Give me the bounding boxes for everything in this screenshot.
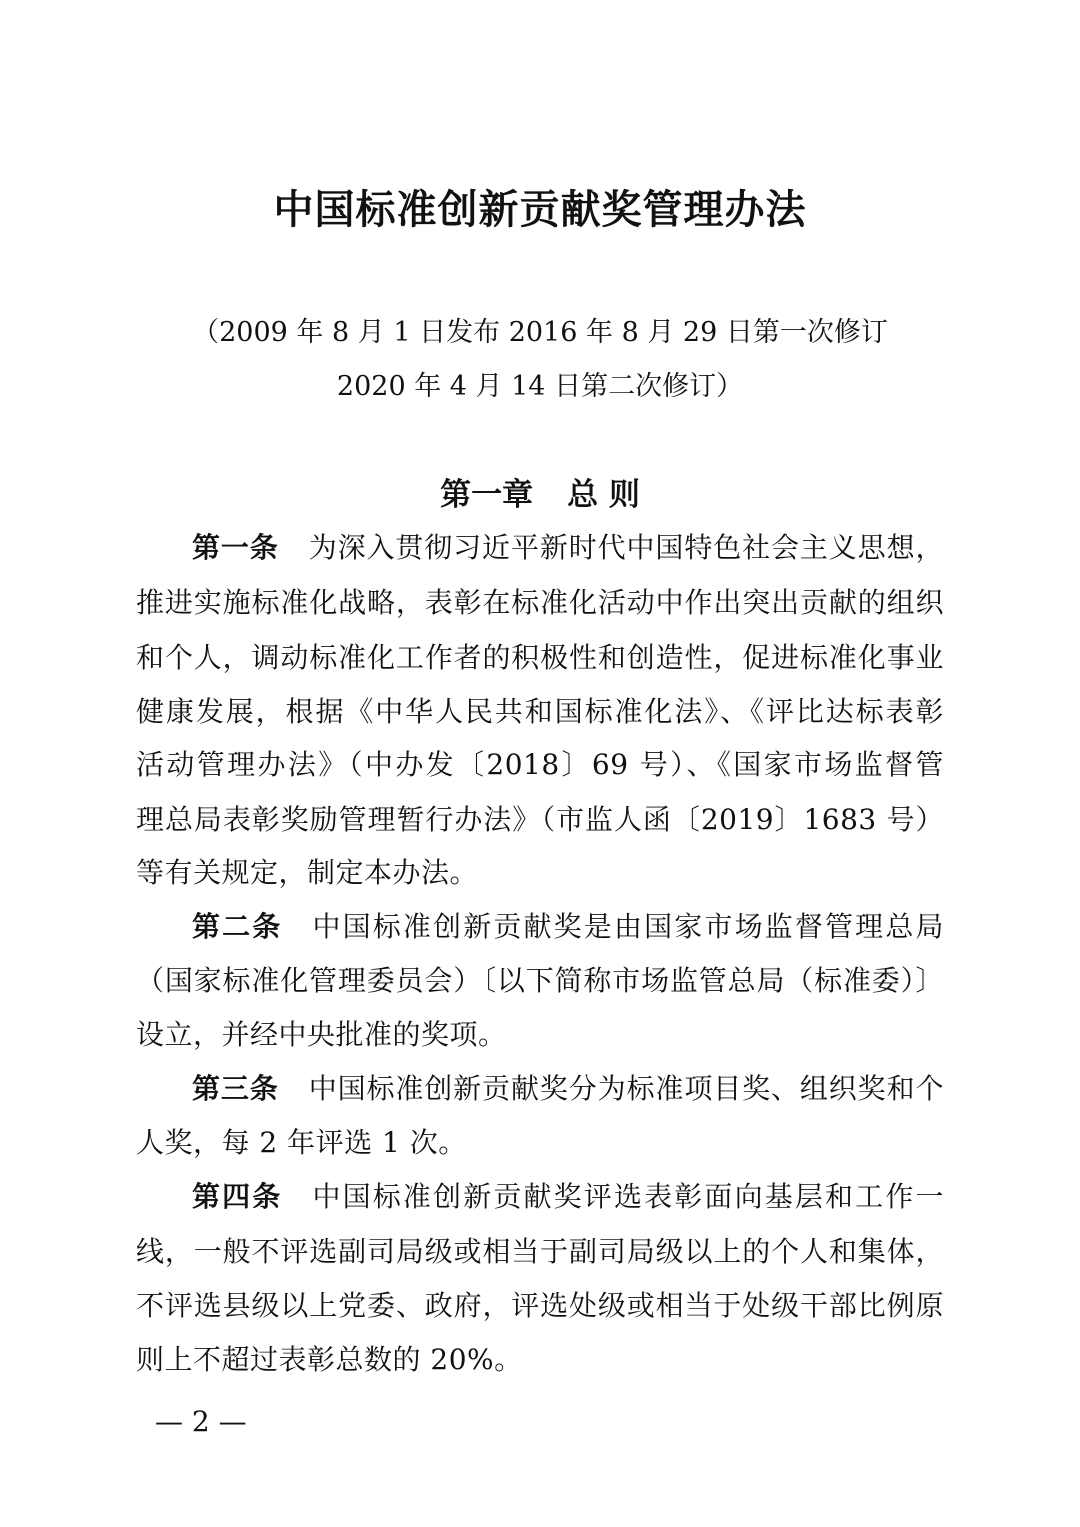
- article-1-line-5: 活动管理办法》（中办发〔2018〕69 号）、《国家市场监督管: [136, 748, 944, 781]
- article-4-line-1: 第四条 中国标准创新贡献奖评选表彰面向基层和工作一: [192, 1180, 944, 1213]
- chapter-name: 总 则: [567, 477, 640, 513]
- revision-history-line-2: 2020 年 4 月 14 日第二次修订）: [336, 371, 744, 402]
- article-2-line-2: （国家标准化管理委员会）〔以下简称市场监管总局（标准委）〕: [136, 964, 944, 997]
- article-4-label: 第四条: [192, 1180, 283, 1213]
- article-1-line-4: 健康发展，根据《中华人民共和国标准化法》、《评比达标表彰: [136, 695, 944, 728]
- article-1-label: 第一条: [192, 531, 279, 564]
- article-1-line-2: 推进实施标准化战略，表彰在标准化活动中作出突出贡献的组织: [136, 586, 944, 619]
- article-4-line-4: 则上不超过表彰总数的 20%。: [136, 1343, 523, 1376]
- article-2-line-1: 第二条 中国标准创新贡献奖是由国家市场监督管理总局: [192, 910, 944, 943]
- article-3-label: 第三条: [192, 1072, 279, 1105]
- revision-history-line-1: （2009 年 8 月 1 日发布 2016 年 8 月 29 日第一次修订: [192, 317, 888, 348]
- document-title: 中国标准创新贡献奖管理办法: [273, 186, 807, 233]
- page-number: — 2 —: [155, 1405, 247, 1438]
- article-2-label: 第二条: [192, 910, 283, 943]
- article-1-line-6: 理总局表彰奖励管理暂行办法》（市监人函〔2019〕1683 号）: [136, 803, 944, 836]
- article-1-line-3: 和个人，调动标准化工作者的积极性和创造性，促进标准化事业: [136, 641, 944, 674]
- article-1-line-1: 第一条 为深入贯彻习近平新时代中国特色社会主义思想，: [192, 531, 944, 564]
- article-1-line-7: 等有关规定，制定本办法。: [136, 856, 479, 889]
- article-2-line-3: 设立，并经中央批准的奖项。: [136, 1018, 507, 1051]
- article-3-line-2: 人奖，每 2 年评选 1 次。: [136, 1126, 467, 1159]
- chapter-number: 第一章: [440, 477, 534, 513]
- article-4-line-3: 不评选县级以上党委、政府，评选处级或相当于处级干部比例原: [136, 1289, 944, 1322]
- chapter-heading: [0, 470, 1080, 520]
- article-4-line-2: 线，一般不评选副司局级或相当于副司局级以上的个人和集体，: [136, 1235, 944, 1268]
- article-3-line-1: 第三条 中国标准创新贡献奖分为标准项目奖、组织奖和个: [192, 1072, 944, 1105]
